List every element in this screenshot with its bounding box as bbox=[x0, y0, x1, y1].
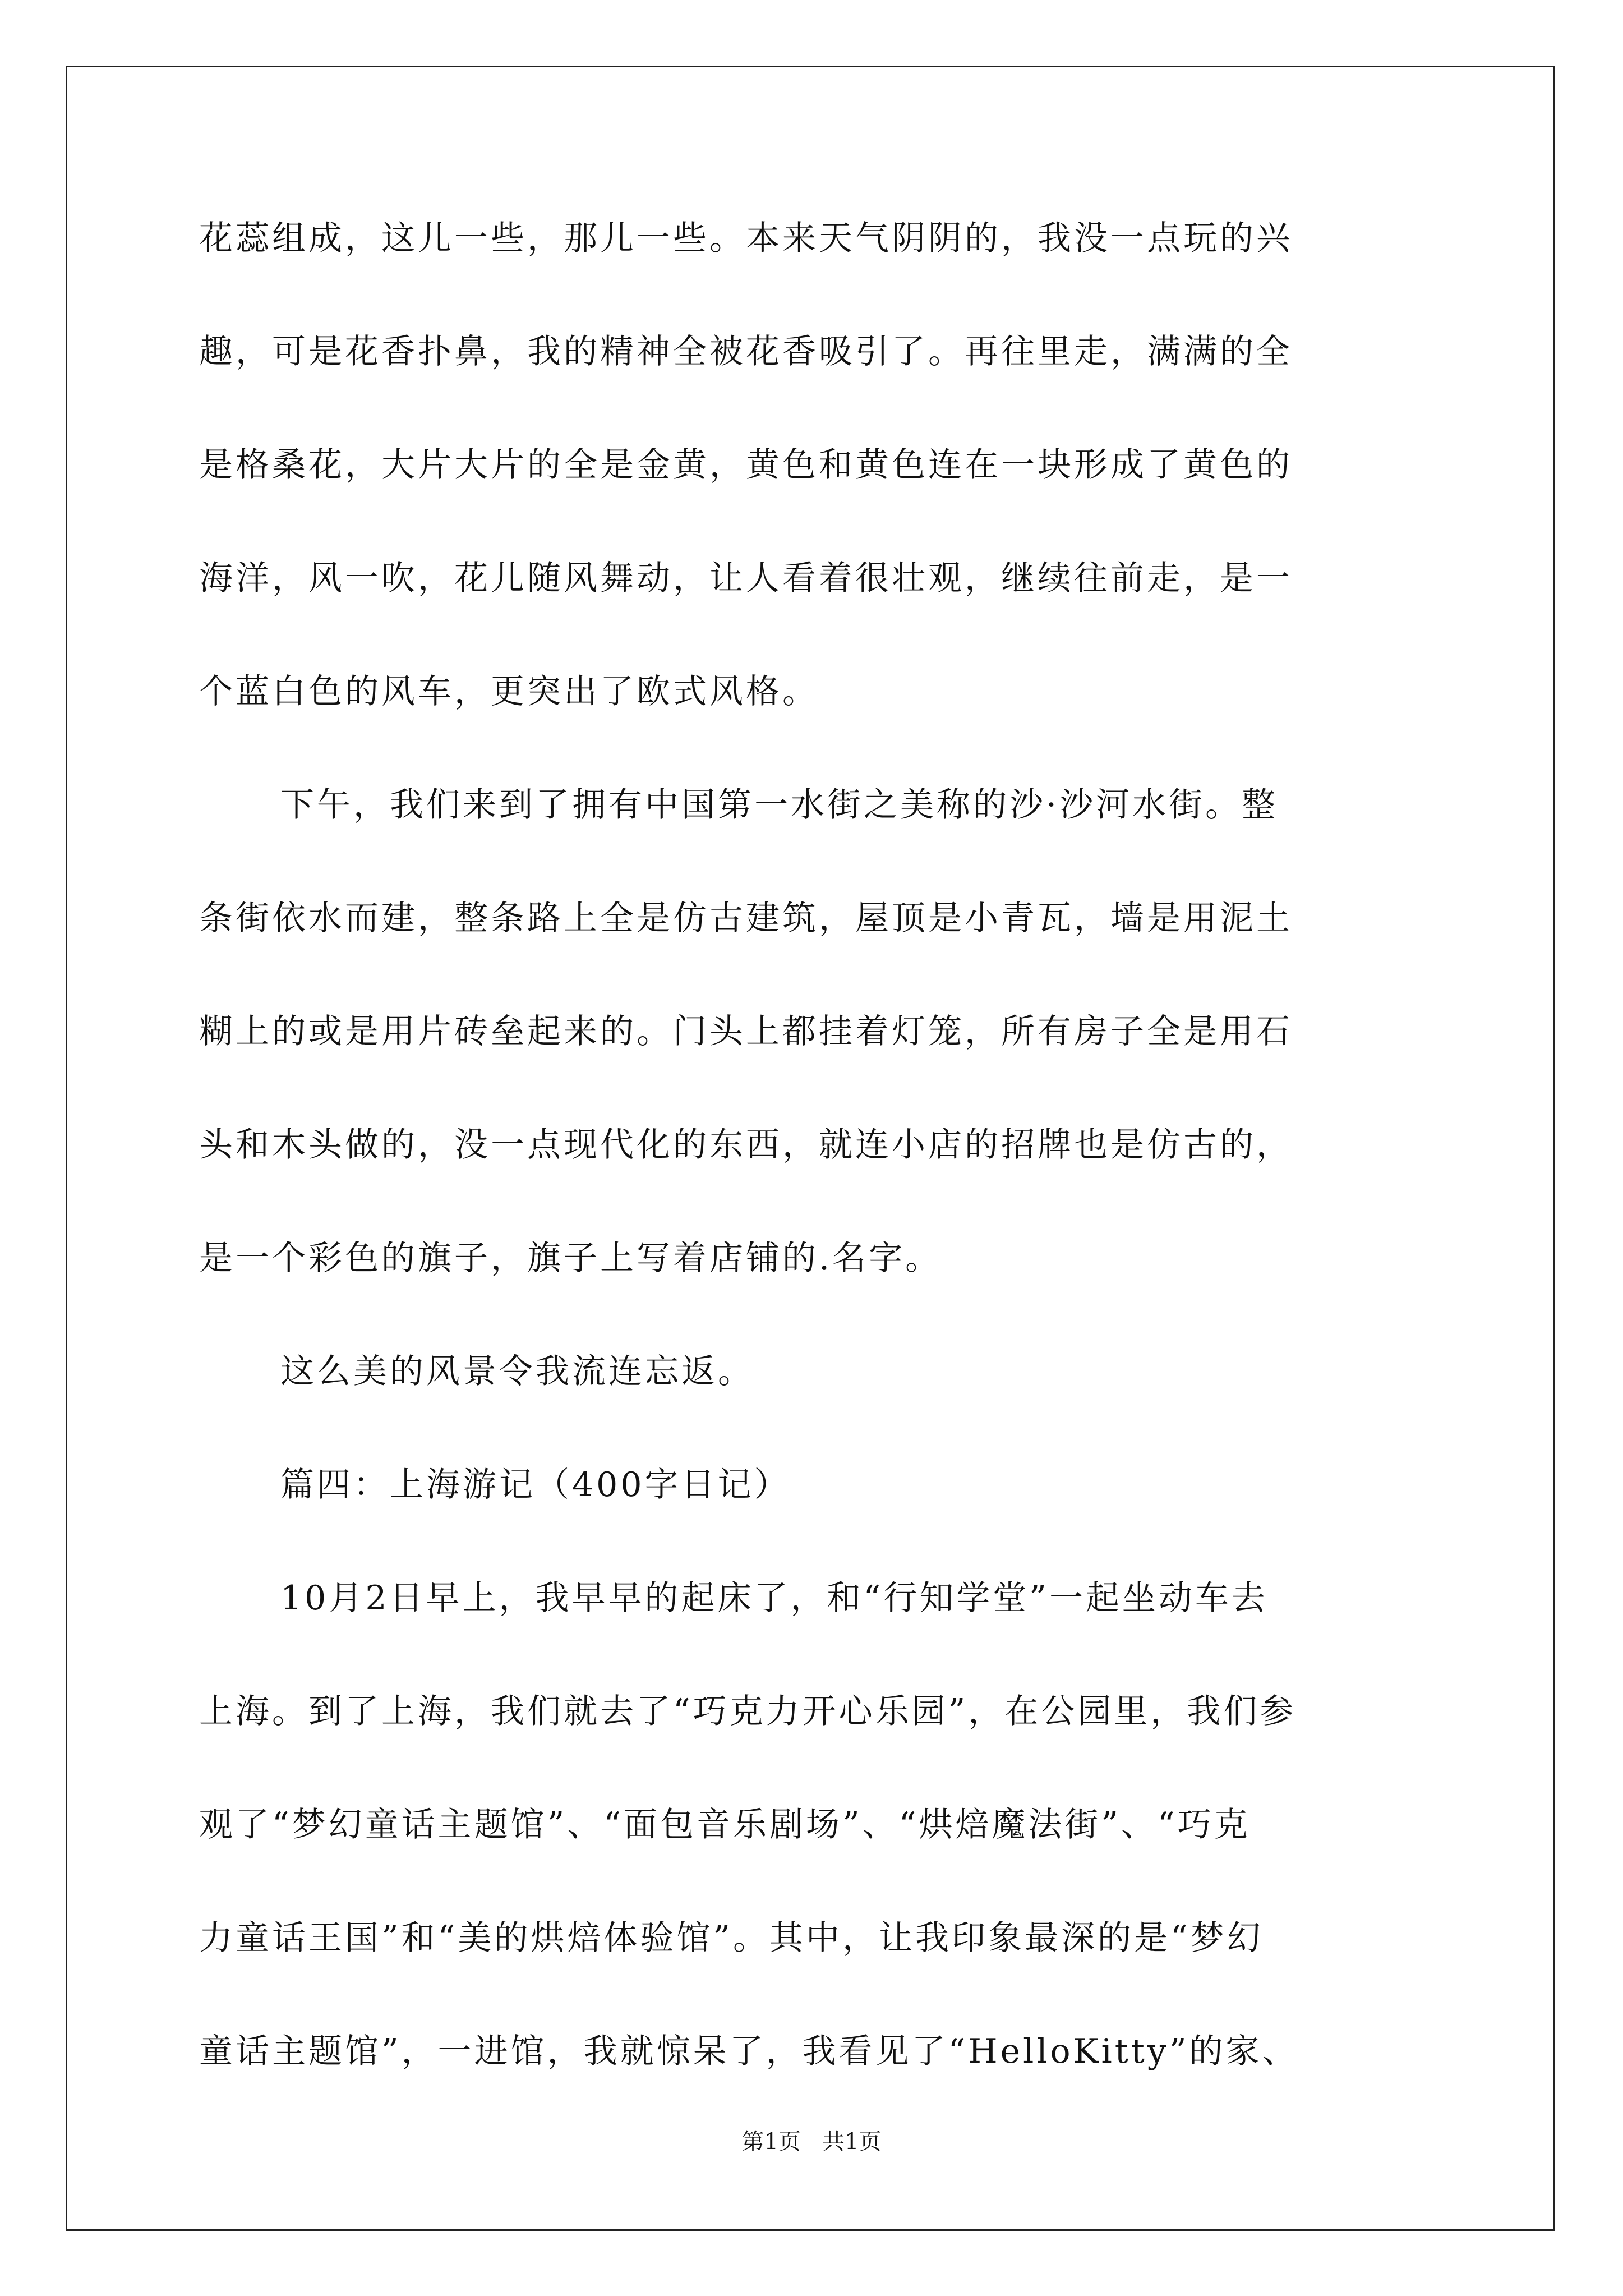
text-line: 力童话王国”和“美的烘焙体验馆”。其中，让我印象最深的是“梦幻 bbox=[199, 1918, 1264, 1958]
text-line: 10月2日早上，我早早的起床了，和“行知学堂”一起坐动车去 bbox=[280, 1579, 1268, 1618]
text-line: 下午，我们来到了拥有中国第一水街之美称的沙·沙河水街。整 bbox=[280, 785, 1279, 825]
document-body bbox=[199, 216, 1433, 2142]
text-line: 是一个彩色的旗子，旗子上写着店铺的.名字。 bbox=[199, 1239, 942, 1278]
text-line: 上海。到了上海，我们就去了“巧克力开心乐园”，在公园里，我们参 bbox=[199, 1692, 1297, 1731]
text-line: 花蕊组成，这儿一些，那儿一些。本来天气阴阴的，我没一点玩的兴 bbox=[199, 219, 1293, 258]
text-line: 童话主题馆”，一进馆，我就惊呆了，我看见了“HelloKitty”的家、 bbox=[199, 2032, 1299, 2071]
text-line: 趣，可是花香扑鼻，我的精神全被花香吸引了。再往里走，满满的全 bbox=[199, 332, 1293, 371]
text-line: 条街依水而建，整条路上全是仿古建筑，屋顶是小青瓦，墙是用泥土 bbox=[199, 899, 1293, 938]
text-line: 头和木头做的，没一点现代化的东西，就连小店的招牌也是仿古的， bbox=[199, 1125, 1293, 1165]
text-line: 是格桑花，大片大片的全是金黄，黄色和黄色连在一块形成了黄色的 bbox=[199, 445, 1293, 485]
page-footer: 第1页 共1页 bbox=[741, 2129, 882, 2155]
text-line: 海洋，风一吹，花儿随风舞动，让人看着很壮观，继续往前走，是一 bbox=[199, 559, 1293, 598]
text-line: 篇四：上海游记（400字日记） bbox=[280, 1465, 791, 1504]
text-line: 这么美的风景令我流连忘返。 bbox=[280, 1352, 754, 1391]
text-line: 糊上的或是用片砖垒起来的。门头上都挂着灯笼，所有房子全是用石 bbox=[199, 1012, 1293, 1051]
text-line: 个蓝白色的风车，更突出了欧式风格。 bbox=[199, 672, 819, 711]
text-line: 观了“梦幻童话主题馆”、“面包音乐剧场”、“烘焙魔法街”、“巧克 bbox=[199, 1805, 1251, 1844]
